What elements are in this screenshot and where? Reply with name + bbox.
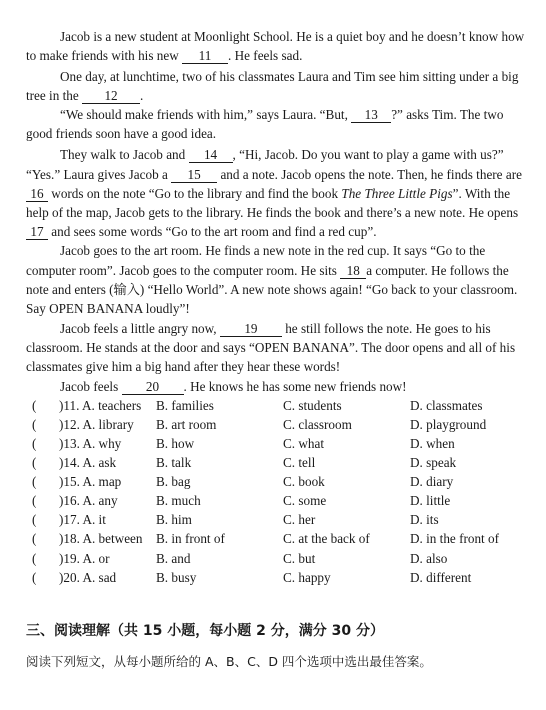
passage-line: help of the map, Jacob gets to the library. He finds the book and there’s a new note. He opens (26, 205, 519, 220)
passage-line: “Yes.” Laura gives Jacob a 15 and a note. Jacob opens the note. Then, he finds there are (26, 167, 522, 182)
option-row-14: ( )14. A. ask B. talk C. tell D. speak (32, 455, 457, 470)
option-row-16: ( )16. A. any B. much C. some D. little (32, 493, 451, 508)
blank-14: 14 (189, 148, 233, 163)
blank-13: 13 (351, 108, 391, 123)
blank-16: 16 (26, 187, 48, 202)
passage-line: classmates give him a big hand after they hear these words! (26, 359, 341, 374)
passage-line: Say OPEN BANANA loudly”! (26, 301, 190, 316)
blank-17: 17 (26, 225, 48, 240)
passage-line: “We should make friends with him,” says Laura. “But, 13 ?” asks Tim. The two (60, 107, 504, 122)
option-row-20: ( )20. A. sad B. busy C. happy D. different (32, 570, 472, 585)
section-title: 三、阅读理解（共 15 小题，每小题 2 分，满分 30 分） (26, 623, 384, 639)
option-row-17: ( )17. A. it B. him C. her D. its (32, 512, 439, 527)
blank-18: 18 (340, 264, 366, 279)
passage-line: 17 and sees some words “Go to the art room and find a red cup”. (26, 223, 522, 241)
passage-line: 16 words on the note “Go to the library and find the book The Three Little Pigs”. With the (26, 185, 522, 203)
passage-line: computer room”. Jacob goes to the computer room. He sits 18 a computer. He follows the (26, 263, 509, 278)
book-title: The Three Little Pigs (341, 186, 453, 201)
passage-line: Jacob goes to the art room. He finds a new note in the red cup. It says “Go to the (60, 243, 486, 258)
blank-12: 12 (82, 89, 140, 104)
passage-line: good friends soon have a good idea. (26, 126, 217, 141)
passage-line: tree in the 12 . (26, 88, 144, 103)
blank-19: 19 (220, 322, 282, 337)
option-row-15: ( )15. A. map B. bag C. book D. diary (32, 474, 454, 489)
passage-line: note and enters (输入) “Hello World”. A new note shows again! “Go back to your classroom. (26, 282, 518, 297)
passage-line: One day, at lunchtime, two of his classmates Laura and Tim see him sitting under a big (60, 69, 519, 84)
passage-line: They walk to Jacob and 14 , “Hi, Jacob. Do you want to play a game with us?” (60, 147, 504, 162)
blank-11: 11 (182, 49, 228, 64)
option-row-18: ( )18. A. between B. in front of C. at the back of D. in the front of (32, 531, 499, 546)
option-row-12: ( )12. A. library B. art room C. classroom D. playground (32, 417, 487, 432)
section-instruction: 阅读下列短文，从每小题所给的 A、B、C、D 四个选项中选出最佳答案。 (26, 654, 432, 669)
option-row-13: ( )13. A. why B. how C. what D. when (32, 436, 455, 451)
option-row-19: ( )19. A. or B. and C. but D. also (32, 551, 448, 566)
blank-20: 20 (122, 380, 184, 395)
passage-line: Jacob is a new student at Moonlight School. He is a quiet boy and he doesn’t know how (60, 29, 525, 44)
passage-line: Jacob feels a little angry now, 19 he still follows the note. He goes to his (60, 321, 491, 336)
passage-line: to make friends with his new 11 . He feels sad. (26, 48, 303, 63)
option-row-11: ( )11. A. teachers B. families C. students D. classmates (32, 398, 483, 413)
passage-line: Jacob feels 20 . He knows he has some new friends now! (60, 379, 407, 394)
blank-15: 15 (171, 168, 217, 183)
passage-line: classroom. He stands at the door and says “OPEN BANANA”. The door opens and all of his (26, 340, 516, 355)
